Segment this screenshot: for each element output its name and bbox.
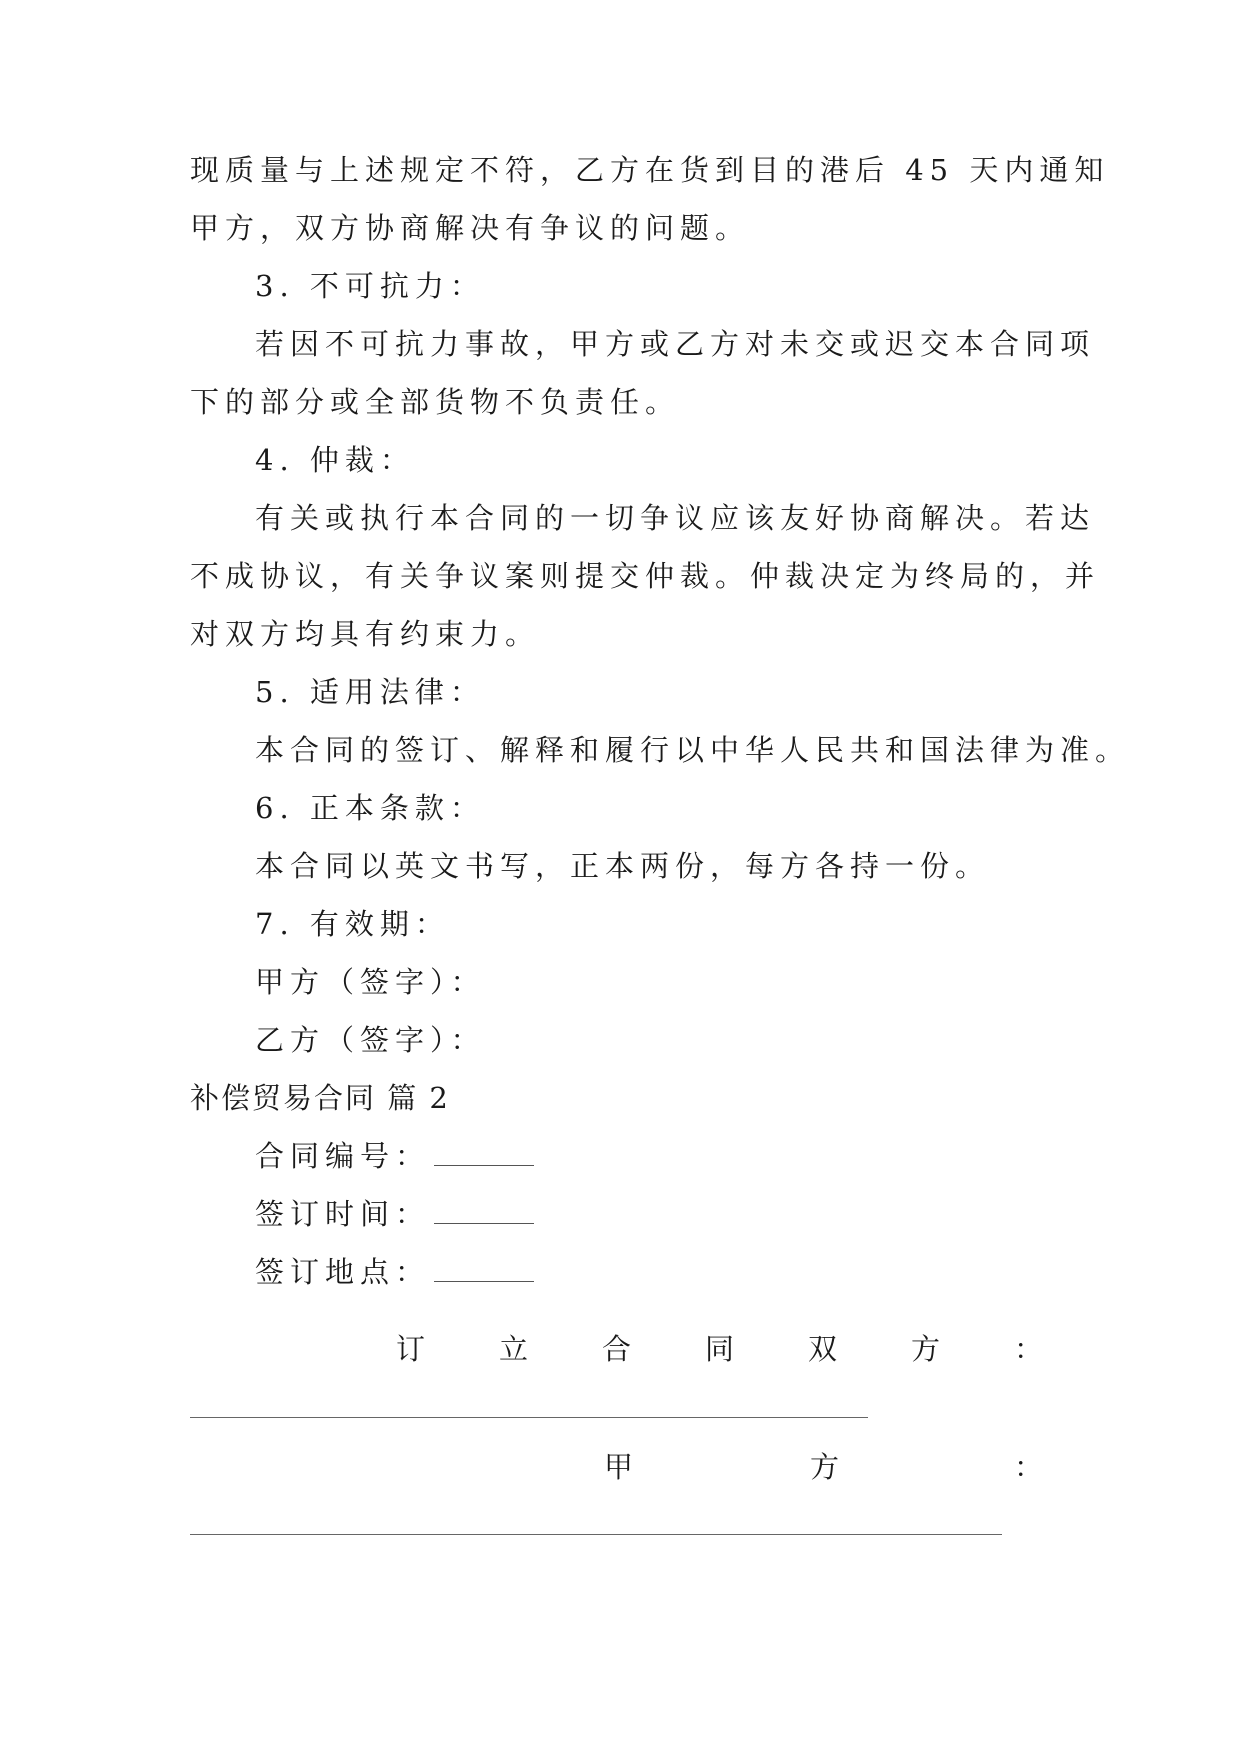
sign-place-blank <box>434 1253 534 1282</box>
parties-heading-char: ： <box>1014 1332 1044 1366</box>
contract-number-label: 合同编号： <box>255 1139 431 1173</box>
sign-place-row <box>255 1252 534 1292</box>
clause-heading-applicable-law: 5. 适用法律： <box>255 675 485 709</box>
parties-heading-char: 双 <box>808 1332 838 1366</box>
parties-heading-char: 订 <box>396 1332 426 1366</box>
clause-heading-arbitration: 4. 仲裁： <box>255 443 415 477</box>
clause-heading-original-copies: 6. 正本条款： <box>255 791 485 825</box>
contract-number-row <box>255 1136 534 1176</box>
paragraph-line: 若因不可抗力事故，甲方或乙方对未交或迟交本合同项 <box>255 327 1096 361</box>
paragraph-line: 不成协议，有关争议案则提交仲裁。仲裁决定为终局的，并 <box>190 559 1101 593</box>
parties-heading-char: 立 <box>499 1332 529 1366</box>
paragraph-line: 对双方均具有约束力。 <box>190 617 541 651</box>
parties-heading-char: 同 <box>705 1332 735 1366</box>
party-a-heading-char: 方 <box>810 1450 840 1484</box>
party-a-signature-label: 甲方（签字）： <box>255 965 486 999</box>
contract-number-blank <box>434 1137 534 1166</box>
sign-time-row <box>255 1194 534 1234</box>
parties-fill-line <box>190 1417 868 1418</box>
paragraph-line: 现质量与上述规定不符，乙方在货到目的港后 45 天内通知 <box>190 153 1110 187</box>
sign-place-label: 签订地点： <box>255 1255 431 1289</box>
party-a-heading-char: 甲 <box>604 1450 634 1484</box>
paragraph-line: 甲方，双方协商解决有争议的问题。 <box>190 211 751 245</box>
paragraph-line: 本合同以英文书写，正本两份，每方各持一份。 <box>255 849 991 883</box>
parties-heading-char: 方 <box>911 1332 941 1366</box>
sign-time-blank <box>434 1195 534 1224</box>
clause-heading-validity: 7. 有效期： <box>255 907 450 941</box>
paragraph-line: 本合同的签订、解释和履行以中华人民共和国法律为准。 <box>255 733 1131 767</box>
section-title: 补偿贸易合同 篇 2 <box>190 1081 450 1115</box>
party-a-heading-char: ： <box>1014 1450 1044 1484</box>
sign-time-label: 签订时间： <box>255 1197 431 1231</box>
clause-heading-force-majeure: 3. 不可抗力： <box>255 269 485 303</box>
paragraph-line: 有关或执行本合同的一切争议应该友好协商解决。若达 <box>255 501 1096 535</box>
party-a-fill-line <box>190 1534 1002 1535</box>
paragraph-line: 下的部分或全部货物不负责任。 <box>190 385 681 419</box>
party-b-signature-label: 乙方（签字）： <box>255 1023 486 1057</box>
parties-heading-char: 合 <box>602 1332 632 1366</box>
